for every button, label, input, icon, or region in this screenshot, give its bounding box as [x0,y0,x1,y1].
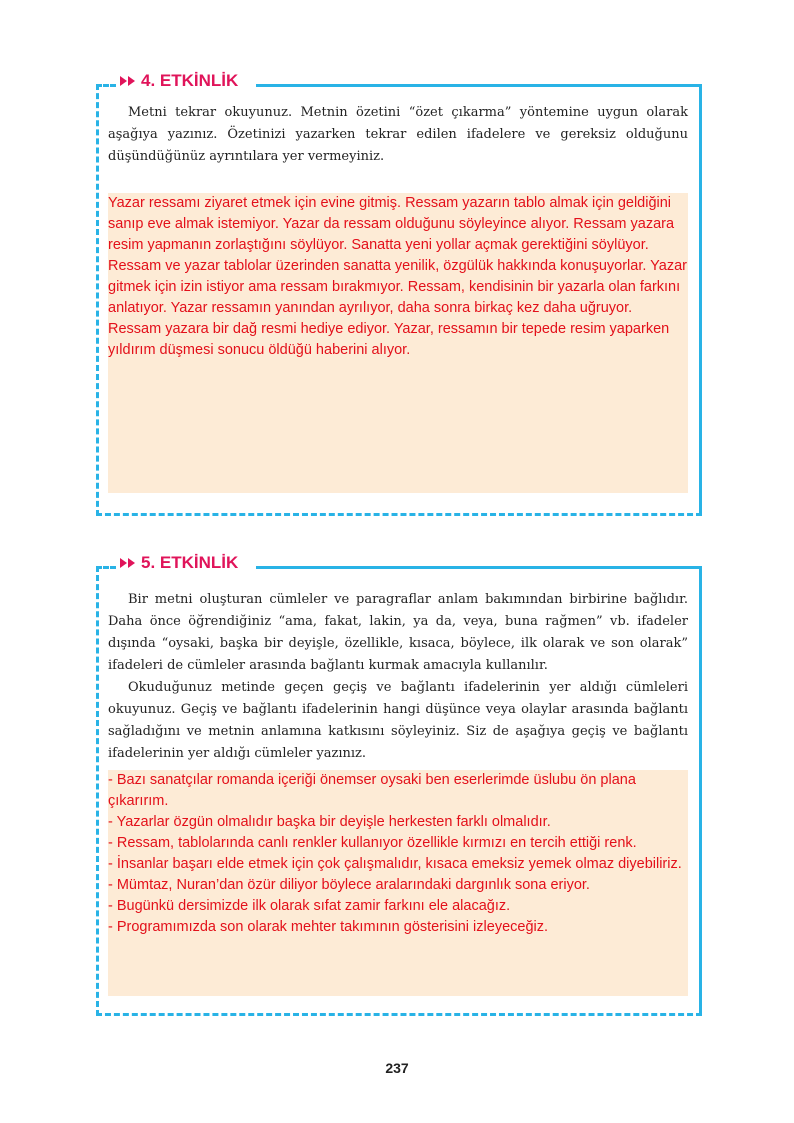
activity5-answer-item: - Mümtaz, Nuran’dan özür diliyor böylece aralarındaki dargınlık sona eriyor. [108,877,590,893]
activity4-answer-box[interactable] [108,193,688,493]
activity4-instruction: Metni tekrar okuyunuz. Metnin özetini “özet çıkarma” yöntemine uygun olarak aşağıya yazınız. Özetinizi yazarken tekrar edilen ifadelere ve gereksiz olduğunu düşündüğünüz ayrıntılara yer vermeyiniz. [108,105,688,164]
activity5-heading [120,553,242,573]
activity5-paragraph-1: Bir metni oluşturan cümleler ve paragraflar anlam bakımından birbirine bağlıdır. Daha önce öğrendiğiniz “ama, fakat, lakin, ya da, veya, buna rağmen” vb. ifadeler dışında “oysaki, başka bir deyişle, özellikle, kısaca, böylece, ilk olarak ve son olarak” ifadeleri de cümleler arasında bağlantı kurmak amacıyla kullanılır. [108,592,688,673]
activity5-answer-item: - Yazarlar özgün olmalıdır başka bir deyişle herkesten farklı olmalıdır. [108,814,551,830]
activity4-answer-text: Yazar ressamı ziyaret etmek için evine gitmiş. Ressam yazarın tablo almak için geldiğini sanıp eve almak istemiyor. Yazar da ressam olduğunu söyleyince alıyor. Ressam yazara resim yapmanın zorlaştığını söylüyor. Sanatta yeni yollar açmak gerektiğini söylüyor. Ressam ve yazar tablolar üzerinden sanatta yenilik, özgülük hakkında konuşuyorlar. Yazar gitmek için izin istiyor ama ressam bırakmıyor. Ressam, kendisinin bir yazarla olan farkını anlatıyor. Yazar ressamın yanından ayrılıyor, daha sonra birkaç kez daha uğruyor. Ressam yazara bir dağ resmi hediye ediyor. Yazar, ressamın bir tepede resim yaparken yıldırım düşmesi sonucu öldüğü haberini alıyor. [108,195,687,358]
double-arrow-icon [120,76,135,86]
activity5-paragraph-2: Okuduğunuz metinde geçen geçiş ve bağlantı ifadelerinin yer aldığı cümleleri okuyunuz. Geçiş ve bağlantı ifadelerinin hangi düşünce veya olaylar arasında bağlantı sağladığını ve metnin anlamına katkısını söyleyiniz. Siz de aşağıya geçiş ve bağlantı ifadelerinin yer aldığı cümleler yazınız. [108,680,688,761]
activity5-title: 5. ETKİNLİK [141,553,239,572]
activity5-answer-item: - Bazı sanatçılar romanda içeriği önemser oysaki ben eserlerimde üslubu ön plana çıkarırım. [108,772,636,809]
activity5-answer-box[interactable] [108,770,688,996]
activity5-answer-item: - Bugünkü dersimizde ilk olarak sıfat zamir farkını ele alacağız. [108,898,511,914]
activity5-instruction [108,589,688,765]
page-number: 237 [385,1060,409,1076]
activity5-answer-item: - İnsanlar başarı elde etmek için çok çalışmalıdır, kısaca emeksiz yemek olmaz diyebiliriz. [108,856,682,872]
activity5-answer-item: - Ressam, tablolarında canlı renkler kullanıyor özellikle kırmızı en tercih ettiği renk. [108,835,637,851]
double-arrow-icon [120,558,135,568]
activity5-answer-item: - Programımızda son olarak mehter takımının gösterisini izleyeceğiz. [108,919,549,935]
activity4-heading [120,71,242,91]
activity4-title: 4. ETKİNLİK [141,71,239,90]
